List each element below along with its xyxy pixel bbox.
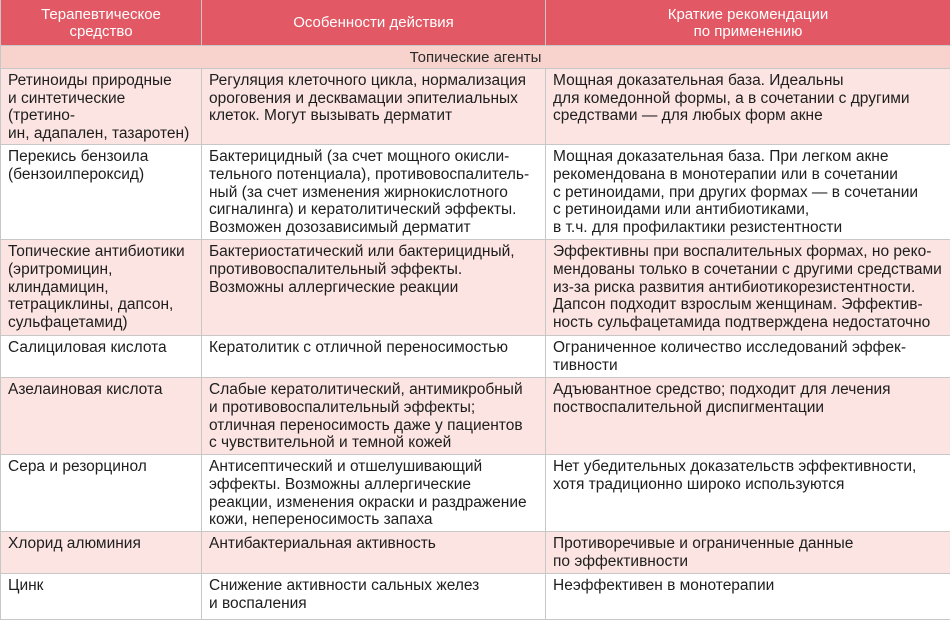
table-row [1, 336, 950, 378]
header-row [1, 0, 950, 46]
action-cell: Бактериостатический или бактерицидный, противовоспалительный эффекты. Возможны аллергические реакции [202, 240, 546, 336]
recommendation-cell: Эффективны при воспалительных формах, но реко- мендованы только в сочетании с другими средствами из-за риска развития антибиотикорезистентности. Дапсон подходит взрослым женщинам. Эффектив- ность сульфацетамида подтверждена недостаточно [546, 240, 950, 336]
header-recommendation: Краткие рекомендации по применению [546, 0, 950, 46]
recommendation-cell: Нет убедительных доказательств эффективности, хотя традиционно широко используются [546, 455, 950, 532]
agent-cell: Хлорид алюминия [1, 532, 202, 574]
section-row [1, 46, 950, 69]
recommendation-cell: Противоречивые и ограниченные данные по эффективности [546, 532, 950, 574]
agent-cell: Цинк [1, 574, 202, 620]
recommendation-cell: Мощная доказательная база. Идеальны для комедонной формы, а в сочетании с другими средствами — для любых форм акне [546, 69, 950, 145]
recommendation-cell: Мощная доказательная база. При легком акне рекомендована в монотерапии или в сочетании с ретиноидами, при других формах — в сочетании с ретиноидами или антибиотиками, в т.ч. для профилактики резистентности [546, 145, 950, 240]
agent-cell: Сера и резорцинол [1, 455, 202, 532]
table-row [1, 532, 950, 574]
section-title: Топические агенты [1, 46, 950, 69]
table-row [1, 574, 950, 620]
table-row [1, 240, 950, 336]
header-agent: Терапевтическое средство [1, 0, 202, 46]
action-cell: Снижение активности сальных желез и воспаления [202, 574, 546, 620]
table-row [1, 378, 950, 455]
agent-cell: Салициловая кислота [1, 336, 202, 378]
table-row [1, 455, 950, 532]
action-cell: Слабые кератолитический, антимикробный и противовоспалительный эффекты; отличная переносимость даже у пациентов с чувствительной и темной кожей [202, 378, 546, 455]
action-cell: Бактерицидный (за счет мощного окисли- тельного потенциала), противовоспалитель- ный (за счет изменения жирнокислотного сигналинга) и кератолитический эффекты. Возможен дозозависимый дерматит [202, 145, 546, 240]
table-row [1, 145, 950, 240]
table-row [1, 69, 950, 145]
recommendation-cell: Неэффективен в монотерапии [546, 574, 950, 620]
recommendation-cell: Адъювантное средство; подходит для лечения поствоспалительной диспигментации [546, 378, 950, 455]
action-cell: Регуляция клеточного цикла, нормализация ороговения и десквамации эпителиальных клеток. Могут вызывать дерматит [202, 69, 546, 145]
action-cell: Кератолитик с отличной переносимостью [202, 336, 546, 378]
action-cell: Антисептический и отшелушивающий эффекты. Возможны аллергические реакции, изменения окраски и раздражение кожи, непереносимость запаха [202, 455, 546, 532]
agent-cell: Ретиноиды природные и синтетические (третино- ин, адапален, тазаротен) [1, 69, 202, 145]
recommendation-cell: Ограниченное количество исследований эффек- тивности [546, 336, 950, 378]
agent-cell: Топические антибиотики (эритромицин, клиндамицин, тетрациклины, дапсон, сульфацетамид) [1, 240, 202, 336]
header-action: Особенности действия [202, 0, 546, 46]
agent-cell: Азелаиновая кислота [1, 378, 202, 455]
action-cell: Антибактериальная активность [202, 532, 546, 574]
agent-cell: Перекись бензоила (бензоилпероксид) [1, 145, 202, 240]
